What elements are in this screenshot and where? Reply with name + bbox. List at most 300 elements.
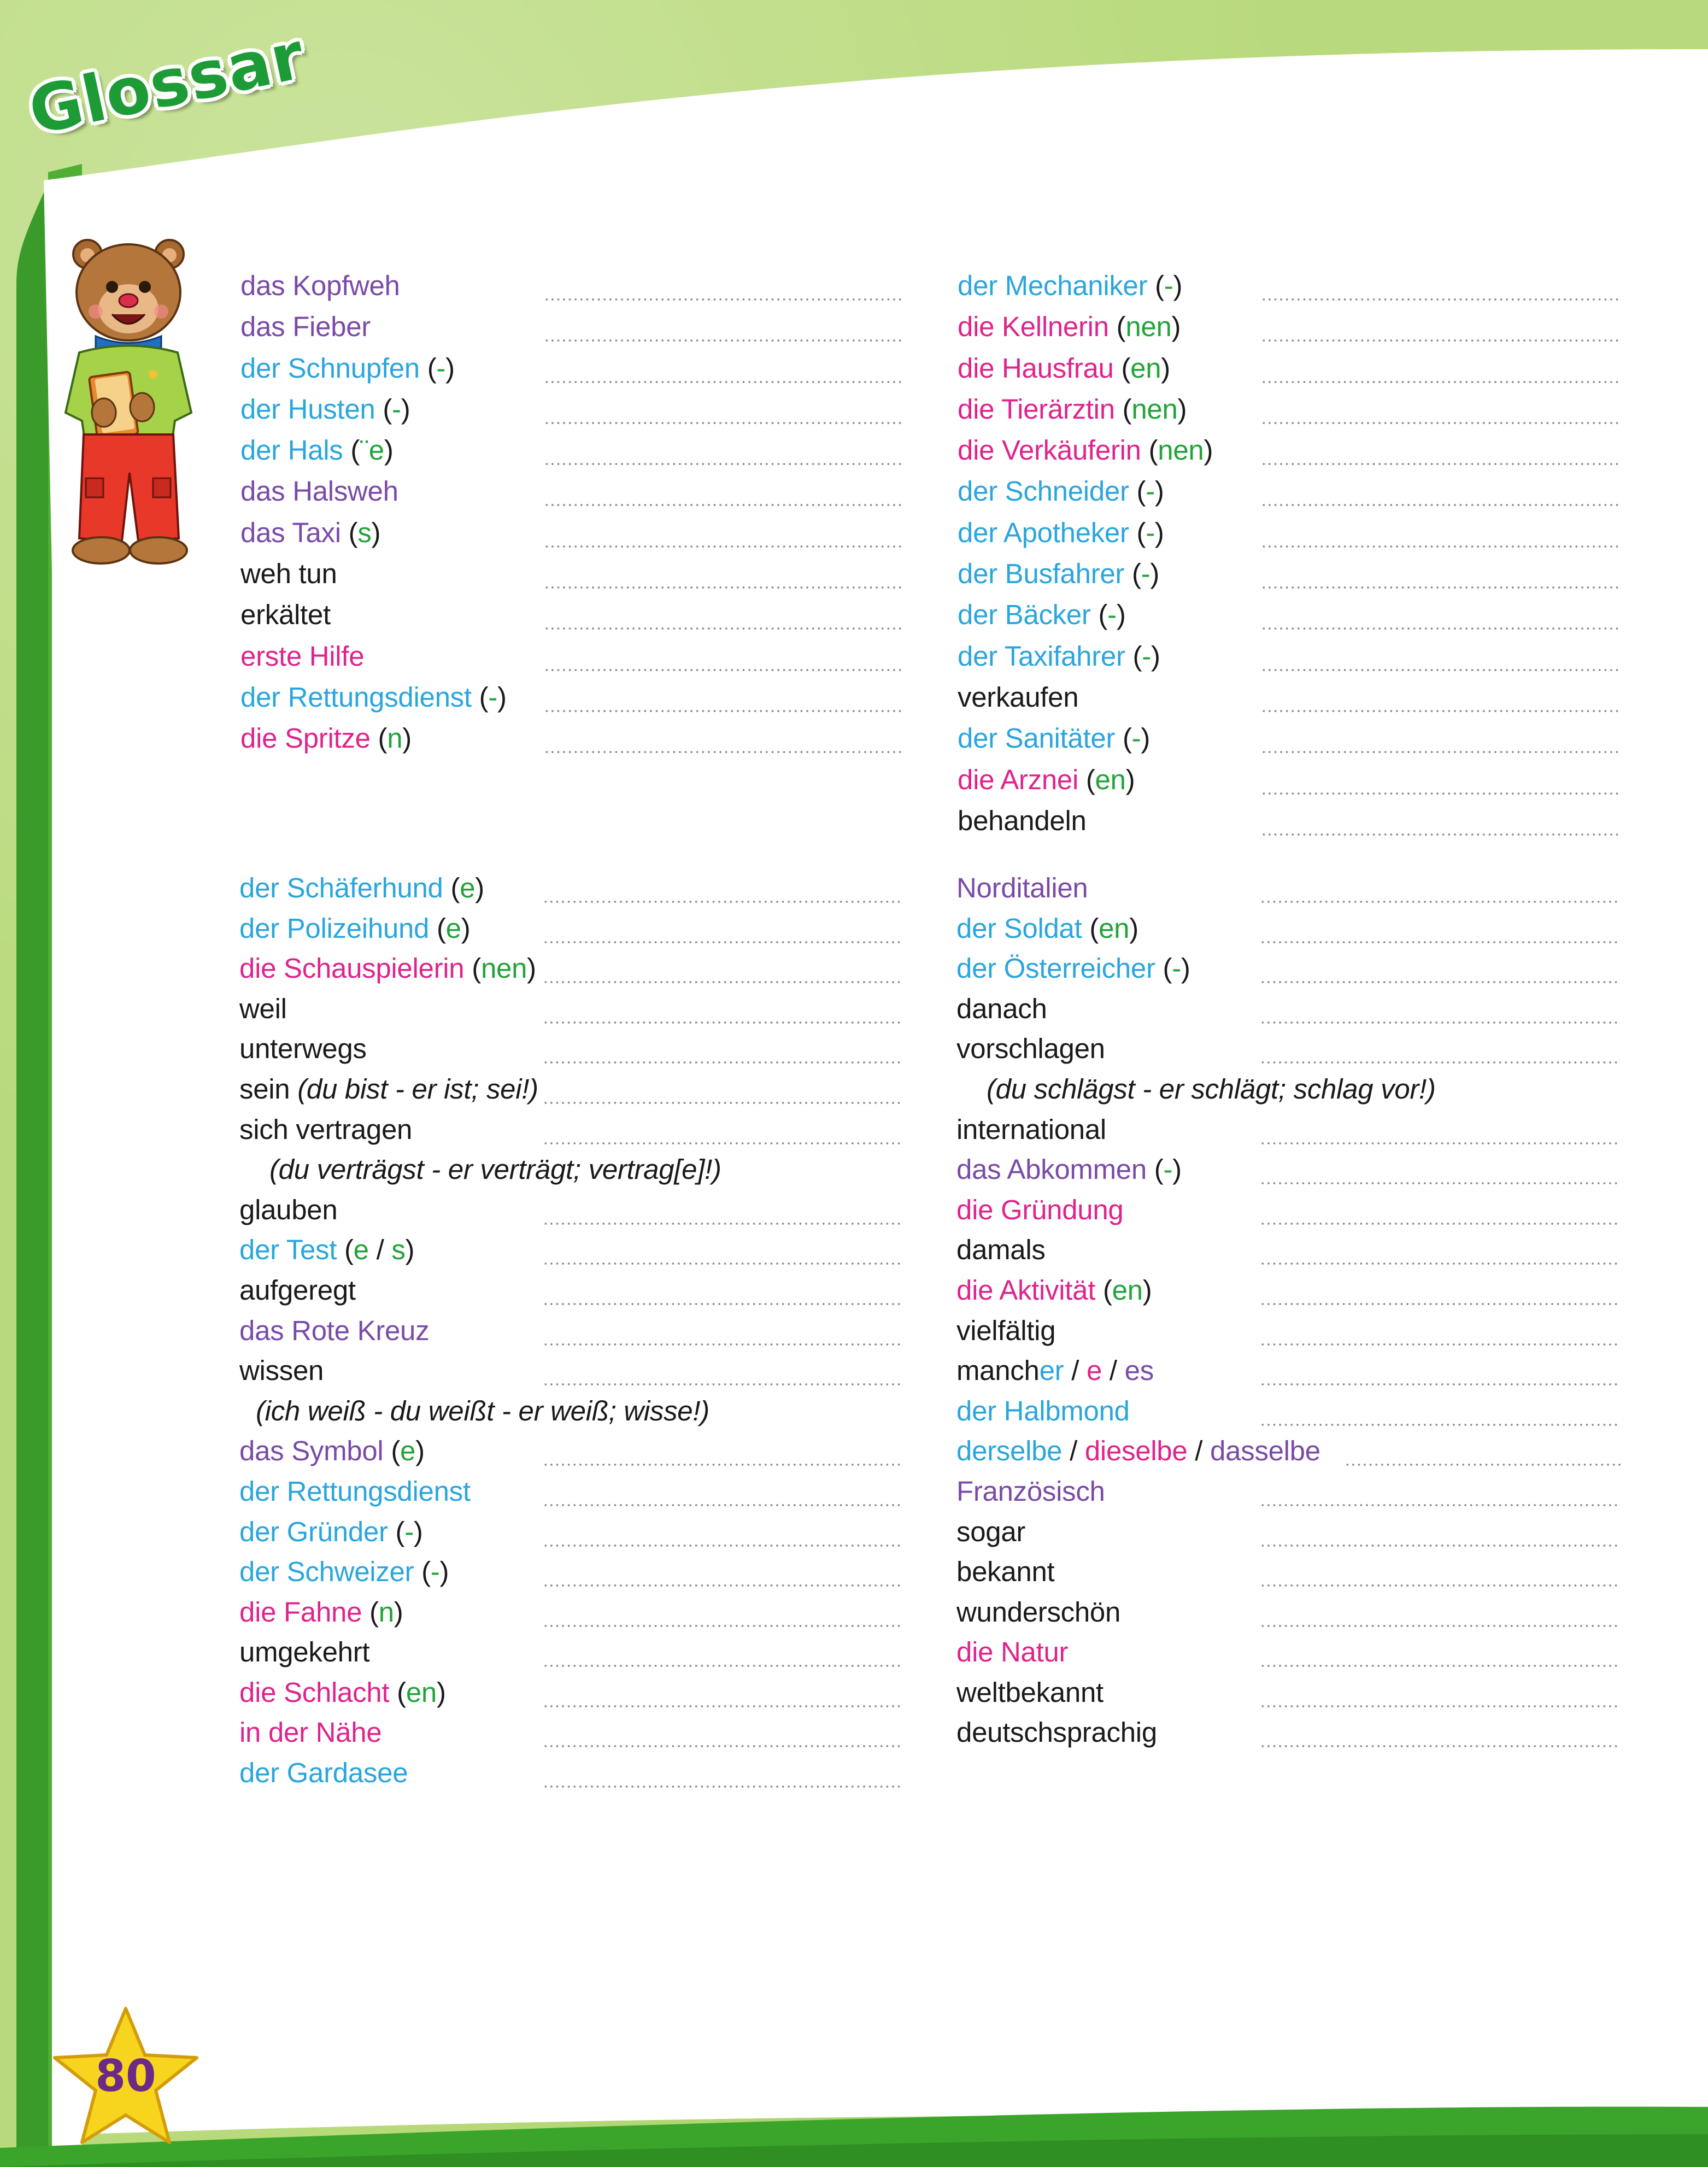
entry-text bbox=[958, 390, 1187, 428]
entry-part: ) bbox=[1154, 516, 1164, 548]
entry-text bbox=[239, 1513, 423, 1551]
entry-part: ) bbox=[1154, 475, 1164, 507]
answer-line[interactable] bbox=[543, 1529, 903, 1551]
entry-part: ( bbox=[1095, 1274, 1112, 1306]
entry-text bbox=[240, 514, 380, 552]
answer-line[interactable] bbox=[1260, 1167, 1621, 1189]
answer-line[interactable] bbox=[1261, 571, 1622, 593]
answer-line[interactable] bbox=[543, 1087, 903, 1108]
entry-part: ) bbox=[415, 1435, 425, 1467]
entry-part: verkaufen bbox=[958, 681, 1079, 713]
entry-part: dieselbe bbox=[1084, 1435, 1188, 1467]
entry-part: in der Nähe bbox=[239, 1717, 382, 1748]
entry-part: vorschlagen bbox=[956, 1033, 1105, 1065]
entry-part: ) bbox=[405, 1234, 415, 1266]
entry-part: der Rettungsdienst bbox=[240, 681, 472, 713]
entry-part: weh tun bbox=[240, 558, 337, 590]
entry-text bbox=[240, 390, 410, 428]
entry-part: ( bbox=[389, 1676, 406, 1708]
entry-part: der Husten bbox=[240, 393, 375, 425]
entry-part: / bbox=[1187, 1435, 1211, 1467]
entry-text bbox=[240, 555, 337, 593]
entry-part: ) bbox=[371, 516, 381, 548]
entry-part: wunderschön bbox=[956, 1596, 1121, 1628]
entry-part: ( bbox=[1146, 1154, 1164, 1185]
answer-line[interactable] bbox=[1261, 654, 1622, 676]
entry-text bbox=[956, 909, 1138, 948]
entry-text bbox=[239, 949, 536, 988]
entry-part: ) bbox=[1177, 393, 1187, 425]
answer-line[interactable] bbox=[1260, 966, 1621, 988]
entry-part: international bbox=[956, 1113, 1106, 1145]
entry-part: behandeln bbox=[958, 804, 1087, 836]
entry-text bbox=[240, 431, 394, 469]
entry-text bbox=[240, 637, 364, 676]
entry-part: ( bbox=[362, 1596, 379, 1628]
entry-part: deutschsprachig bbox=[956, 1717, 1157, 1748]
answer-line[interactable] bbox=[543, 1770, 903, 1792]
entry-text bbox=[240, 596, 331, 634]
entry-part: - bbox=[1142, 640, 1151, 672]
entry-part: ) bbox=[1125, 764, 1135, 795]
entry-part: en bbox=[1095, 764, 1126, 795]
answer-line[interactable] bbox=[1261, 818, 1622, 840]
entry-part: der Bäcker bbox=[958, 599, 1091, 631]
entry-text bbox=[956, 1673, 1104, 1712]
answer-line[interactable] bbox=[543, 966, 903, 988]
entry-part: der Sanitäter bbox=[958, 723, 1116, 754]
entry-part: (du bist - er ist; sei!) bbox=[297, 1073, 538, 1105]
entry-part: dasselbe bbox=[1210, 1435, 1320, 1467]
entry-part: ( bbox=[1090, 599, 1108, 631]
entry-text bbox=[269, 1150, 721, 1189]
entry-text bbox=[956, 1513, 1025, 1551]
answer-line[interactable] bbox=[1260, 1368, 1621, 1390]
entry-text bbox=[956, 1392, 1130, 1430]
entry-text bbox=[239, 1593, 403, 1631]
entry-text bbox=[956, 1231, 1046, 1269]
answer-line[interactable] bbox=[1260, 1730, 1621, 1752]
entry-part: bekannt bbox=[956, 1556, 1055, 1588]
entry-part: danach bbox=[956, 993, 1047, 1024]
entry-part: Norditalien bbox=[956, 872, 1088, 903]
entry-part: ( bbox=[1114, 393, 1132, 425]
entry-part: ( bbox=[1129, 475, 1146, 507]
answer-line[interactable] bbox=[1261, 777, 1622, 799]
answer-line[interactable] bbox=[1260, 1288, 1621, 1309]
answer-line[interactable] bbox=[544, 448, 905, 469]
answer-line[interactable] bbox=[1261, 530, 1622, 552]
entry-part: ( bbox=[419, 352, 437, 384]
answer-line[interactable] bbox=[544, 736, 905, 757]
entry-text bbox=[239, 1030, 367, 1068]
answer-line[interactable] bbox=[543, 1006, 903, 1028]
entry-text bbox=[239, 1070, 538, 1108]
entry-part: ) bbox=[527, 953, 536, 984]
entry-part: die Hausfrau bbox=[958, 352, 1114, 384]
entry-text bbox=[958, 472, 1164, 510]
answer-line[interactable] bbox=[543, 1489, 903, 1511]
entry-part: ( bbox=[1082, 912, 1099, 944]
answer-line[interactable] bbox=[543, 1127, 903, 1149]
entry-part: der Apotheker bbox=[958, 516, 1129, 548]
entry-text bbox=[956, 1432, 1320, 1470]
entry-part: erkältet bbox=[240, 599, 331, 631]
answer-line[interactable] bbox=[1261, 283, 1622, 305]
answer-line[interactable] bbox=[543, 1569, 903, 1591]
entry-text bbox=[240, 719, 412, 757]
entry-part: wissen bbox=[239, 1355, 324, 1387]
entry-part: ( bbox=[341, 516, 358, 548]
entry-text bbox=[239, 1191, 337, 1229]
answer-line[interactable] bbox=[1260, 1529, 1621, 1551]
entry-text bbox=[958, 514, 1164, 552]
entry-part: ) bbox=[445, 352, 455, 384]
answer-line[interactable] bbox=[543, 1247, 903, 1269]
entry-part: der Rettungsdienst bbox=[239, 1475, 471, 1507]
entry-part: das Halsweh bbox=[240, 475, 398, 507]
answer-line[interactable] bbox=[1260, 1006, 1621, 1028]
entry-part: ( bbox=[388, 1516, 405, 1547]
answer-line[interactable] bbox=[543, 1288, 903, 1309]
entry-text bbox=[956, 1271, 1152, 1309]
entry-text bbox=[239, 1111, 412, 1149]
entry-part: glauben bbox=[239, 1194, 338, 1225]
entry-part: (ich weiß - du weißt - er weiß; wisse!) bbox=[256, 1395, 709, 1426]
entry-part: - bbox=[1146, 475, 1155, 507]
entry-part: ) bbox=[384, 434, 394, 466]
entry-part: / bbox=[1062, 1435, 1085, 1467]
entry-text bbox=[239, 1713, 381, 1752]
entry-part: - bbox=[1107, 599, 1117, 631]
answer-line[interactable] bbox=[544, 654, 905, 676]
entry-part: - bbox=[1164, 270, 1173, 301]
answer-line[interactable] bbox=[544, 695, 905, 717]
entry-part: ( bbox=[429, 912, 446, 944]
entry-part: das Abkommen bbox=[956, 1154, 1147, 1185]
entry-part: ) bbox=[1173, 270, 1183, 301]
entry-part: die Verkäuferin bbox=[958, 434, 1141, 466]
entry-part: vielfältig bbox=[956, 1314, 1056, 1346]
answer-line[interactable] bbox=[1260, 1046, 1621, 1068]
answer-line[interactable] bbox=[543, 885, 903, 907]
entry-part: aufgeregt bbox=[239, 1274, 356, 1306]
entry-part: ( bbox=[414, 1556, 431, 1588]
entry-part: ) bbox=[1204, 434, 1213, 466]
entry-part: - bbox=[1131, 723, 1141, 754]
entry-part: ( bbox=[1108, 311, 1126, 343]
entry-part: der Taxifahrer bbox=[958, 640, 1125, 672]
entry-part: die Schlacht bbox=[239, 1676, 390, 1708]
answer-line[interactable] bbox=[1261, 489, 1622, 510]
answer-line[interactable] bbox=[1261, 695, 1622, 717]
entry-part: manch bbox=[956, 1355, 1040, 1387]
entry-part: die Natur bbox=[956, 1636, 1069, 1668]
entry-part: ) bbox=[1171, 311, 1181, 343]
entry-text bbox=[239, 869, 484, 907]
entry-text bbox=[240, 472, 398, 510]
entry-part: Französisch bbox=[956, 1475, 1105, 1507]
entry-part: en bbox=[1099, 912, 1130, 944]
answer-line[interactable] bbox=[544, 283, 905, 305]
entry-part: ( bbox=[1155, 953, 1172, 984]
answer-line[interactable] bbox=[544, 571, 905, 593]
entry-part: der Hals bbox=[240, 434, 343, 466]
answer-line[interactable] bbox=[1260, 1690, 1621, 1712]
entry-part: das Taxi bbox=[240, 516, 341, 548]
entry-text bbox=[958, 719, 1150, 757]
entry-part: n bbox=[378, 1596, 394, 1628]
answer-line[interactable] bbox=[543, 1690, 903, 1712]
entry-text bbox=[956, 1633, 1068, 1671]
entry-text bbox=[239, 1754, 408, 1792]
entry-part: ) bbox=[461, 912, 471, 944]
entry-part: weil bbox=[239, 993, 287, 1024]
entry-part: ) bbox=[436, 1676, 446, 1708]
entry-part: - bbox=[404, 1516, 414, 1547]
entry-part: der Schweizer bbox=[239, 1556, 414, 1588]
answer-line[interactable] bbox=[543, 1610, 903, 1631]
entry-text bbox=[239, 1352, 324, 1390]
entry-part: er bbox=[1039, 1355, 1064, 1387]
entry-part: die Kellnerin bbox=[958, 311, 1109, 343]
entry-text bbox=[956, 869, 1088, 907]
entry-part: erste Hilfe bbox=[240, 640, 365, 672]
answer-line[interactable] bbox=[1261, 612, 1622, 634]
entry-text bbox=[239, 1312, 429, 1350]
entry-part: ( bbox=[1129, 516, 1146, 548]
answer-line[interactable] bbox=[544, 530, 905, 552]
entry-part: s bbox=[391, 1234, 406, 1266]
answer-line[interactable] bbox=[1260, 1649, 1621, 1671]
entry-part: (du schlägst - er schlägt; schlag vor!) bbox=[987, 1073, 1436, 1105]
entry-text bbox=[239, 1673, 446, 1712]
answer-line[interactable] bbox=[544, 407, 905, 428]
answer-line[interactable] bbox=[1260, 1489, 1621, 1511]
entry-text bbox=[239, 1553, 449, 1591]
page-number: 80 bbox=[95, 2051, 156, 2101]
answer-line[interactable] bbox=[1260, 1328, 1621, 1350]
entry-text bbox=[958, 431, 1213, 469]
entry-part: der Schneider bbox=[958, 475, 1129, 507]
entry-part: der Gardasee bbox=[239, 1757, 408, 1789]
entry-part: es bbox=[1124, 1355, 1154, 1387]
entry-part: der Mechaniker bbox=[958, 270, 1148, 301]
entry-part: ( bbox=[443, 872, 460, 903]
entry-part: nen bbox=[1125, 311, 1172, 343]
entry-text bbox=[956, 949, 1190, 988]
entry-part: ( bbox=[337, 1234, 354, 1266]
entry-text bbox=[956, 1111, 1106, 1149]
entry-part: ) bbox=[1129, 912, 1138, 944]
entry-part: ) bbox=[1142, 1274, 1152, 1306]
entry-text bbox=[240, 267, 400, 305]
answer-line[interactable] bbox=[543, 1448, 903, 1470]
entry-part: - bbox=[436, 352, 446, 384]
entry-part: - bbox=[1141, 558, 1151, 590]
answer-line[interactable] bbox=[543, 1368, 903, 1390]
entry-part: - bbox=[430, 1556, 440, 1588]
answer-line[interactable] bbox=[1261, 448, 1622, 469]
page-title: Glossar bbox=[22, 17, 312, 150]
answer-line[interactable] bbox=[543, 1328, 903, 1350]
entry-text bbox=[958, 637, 1160, 676]
entry-part: der Halbmond bbox=[956, 1395, 1130, 1426]
entry-part: ( bbox=[343, 434, 360, 466]
entry-part: / bbox=[1064, 1355, 1087, 1387]
entry-part: (du verträgst - er verträgt; vertrag[e]!) bbox=[269, 1154, 721, 1185]
entry-part: ( bbox=[1113, 352, 1131, 384]
entry-part: en bbox=[1130, 352, 1161, 384]
entry-text bbox=[958, 802, 1087, 840]
entry-part: e bbox=[460, 872, 476, 903]
entry-part: ) bbox=[394, 1596, 403, 1628]
entry-part: sein bbox=[239, 1073, 298, 1105]
entry-text bbox=[956, 1472, 1105, 1511]
entry-text bbox=[956, 1713, 1157, 1752]
entry-part: die Arznei bbox=[958, 764, 1078, 795]
entry-text bbox=[256, 1392, 709, 1430]
entry-part: das Kopfweh bbox=[240, 270, 400, 301]
answer-line[interactable] bbox=[1260, 1247, 1621, 1269]
entry-part: ( bbox=[1141, 434, 1158, 466]
entry-part: ) bbox=[1172, 1154, 1182, 1185]
entry-text bbox=[956, 1191, 1123, 1229]
entry-part: ( bbox=[370, 723, 388, 754]
entry-part: ( bbox=[464, 953, 481, 984]
entry-part: ) bbox=[402, 723, 412, 754]
entry-part: nen bbox=[1158, 434, 1204, 466]
entry-part: e bbox=[1086, 1355, 1102, 1387]
entry-part: en bbox=[406, 1676, 437, 1708]
entry-text bbox=[240, 678, 507, 717]
entry-part: ( bbox=[1125, 640, 1142, 672]
entry-part: umgekehrt bbox=[239, 1636, 370, 1668]
entry-part: unterwegs bbox=[239, 1033, 367, 1065]
entry-part: die Gründung bbox=[956, 1194, 1124, 1225]
entry-part: e bbox=[445, 912, 461, 944]
entry-part: e bbox=[353, 1234, 369, 1266]
answer-line[interactable] bbox=[544, 366, 905, 387]
entry-part: / bbox=[1102, 1355, 1125, 1387]
entry-part: ) bbox=[475, 872, 484, 903]
answer-line[interactable] bbox=[543, 1649, 903, 1671]
entry-text bbox=[240, 308, 371, 346]
entry-text bbox=[958, 596, 1126, 634]
entry-text bbox=[239, 909, 470, 948]
entry-text bbox=[958, 349, 1170, 387]
entry-text bbox=[956, 990, 1047, 1028]
entry-text bbox=[239, 1231, 414, 1269]
entry-part: ) bbox=[1181, 953, 1190, 984]
answer-line[interactable] bbox=[544, 489, 905, 510]
answer-line[interactable] bbox=[1260, 1127, 1621, 1149]
entry-part: nen bbox=[1131, 393, 1178, 425]
answer-line[interactable] bbox=[544, 324, 905, 346]
entry-part: ) bbox=[401, 393, 410, 425]
entry-part: die Schauspielerin bbox=[239, 953, 465, 984]
entry-text bbox=[956, 1150, 1182, 1189]
entry-text bbox=[239, 990, 287, 1028]
entry-part: e bbox=[400, 1435, 416, 1467]
answer-line[interactable] bbox=[544, 612, 905, 634]
entry-part: ) bbox=[1116, 599, 1126, 631]
bear-with-book-icon bbox=[57, 232, 199, 571]
answer-line[interactable] bbox=[543, 1730, 903, 1752]
entry-text bbox=[956, 1312, 1055, 1350]
entry-text bbox=[956, 1352, 1154, 1390]
entry-text bbox=[958, 761, 1135, 799]
entry-text bbox=[239, 1472, 471, 1511]
entry-part: die Spritze bbox=[240, 723, 371, 754]
entry-text bbox=[240, 349, 455, 387]
entry-part: derselbe bbox=[956, 1435, 1063, 1467]
entry-part: ) bbox=[1141, 723, 1151, 754]
entry-part: nen bbox=[480, 953, 527, 984]
answer-line[interactable] bbox=[1261, 736, 1622, 757]
answer-line[interactable] bbox=[1261, 407, 1622, 428]
entry-text bbox=[239, 1271, 356, 1309]
entry-part: das Rote Kreuz bbox=[239, 1314, 430, 1346]
entry-part: en bbox=[1112, 1274, 1143, 1306]
entry-text bbox=[987, 1070, 1436, 1108]
answer-line[interactable] bbox=[543, 1046, 903, 1068]
entry-part: ( bbox=[1078, 764, 1095, 795]
answer-line[interactable] bbox=[1345, 1448, 1621, 1470]
entry-part: der Schäferhund bbox=[239, 872, 443, 903]
entry-part: n bbox=[387, 723, 403, 754]
entry-part: die Fahne bbox=[239, 1596, 362, 1628]
entry-part: ( bbox=[1147, 270, 1164, 301]
answer-line[interactable] bbox=[1260, 1408, 1621, 1430]
answer-line[interactable] bbox=[1260, 885, 1621, 907]
entry-part: s bbox=[357, 516, 372, 548]
answer-line[interactable] bbox=[1261, 366, 1622, 387]
entry-part: ( bbox=[1124, 558, 1141, 590]
entry-text bbox=[239, 1432, 425, 1470]
entry-part: - bbox=[392, 393, 401, 425]
entry-part: der Soldat bbox=[956, 912, 1082, 944]
answer-line[interactable] bbox=[543, 1207, 903, 1229]
entry-part: ) bbox=[413, 1516, 423, 1547]
entry-part: die Tierärztin bbox=[958, 393, 1115, 425]
entry-text bbox=[956, 1030, 1105, 1068]
entry-part: - bbox=[488, 681, 497, 713]
entry-text bbox=[239, 1633, 369, 1671]
entry-part: der Test bbox=[239, 1234, 337, 1266]
entry-part: der Schnupfen bbox=[240, 352, 420, 384]
entry-part: ( bbox=[383, 1435, 401, 1467]
entry-text bbox=[958, 555, 1159, 593]
entry-part: der Polizeihund bbox=[239, 912, 430, 944]
entry-part: der Busfahrer bbox=[958, 558, 1125, 590]
answer-line[interactable] bbox=[1260, 1610, 1621, 1631]
answer-line[interactable] bbox=[1260, 1207, 1621, 1229]
answer-line[interactable] bbox=[1261, 324, 1622, 346]
entry-part: das Fieber bbox=[240, 311, 371, 343]
entry-text bbox=[958, 267, 1182, 305]
entry-part: - bbox=[1163, 1154, 1173, 1185]
entry-part: ( bbox=[471, 681, 489, 713]
answer-line[interactable] bbox=[1260, 1569, 1621, 1591]
entry-text bbox=[956, 1593, 1120, 1631]
answer-line[interactable] bbox=[543, 926, 903, 948]
entry-part: sich vertragen bbox=[239, 1113, 413, 1145]
entry-part: ( bbox=[1115, 723, 1132, 754]
answer-line[interactable] bbox=[1260, 926, 1621, 948]
entry-part: der Österreicher bbox=[956, 953, 1155, 984]
entry-part: ) bbox=[1151, 640, 1160, 672]
